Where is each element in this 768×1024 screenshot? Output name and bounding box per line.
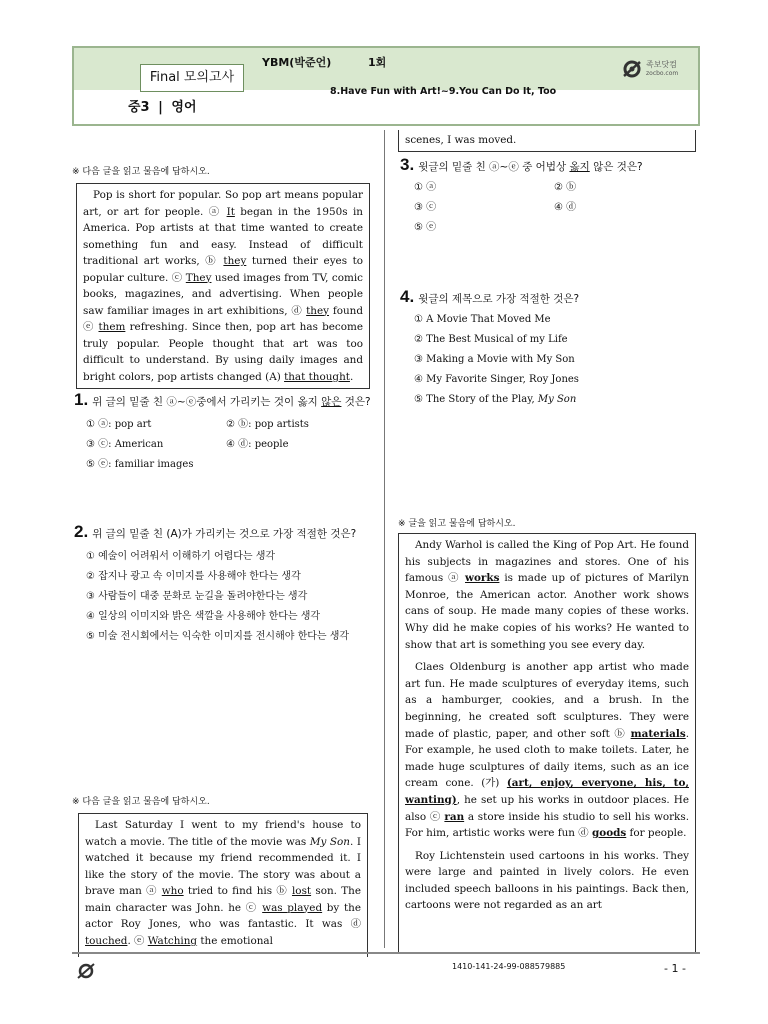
question-3: 3. 윗글의 밑줄 친 ⓐ~ⓔ 중 어법상 옳지 않은 것은? ① ⓐ ② ⓑ ③ ⓒ ④ ⓓ ⑤ ⓔ [398,156,700,238]
q3-option-5[interactable]: ⑤ ⓔ [414,221,437,233]
footer-divider [72,952,700,954]
q2-option-1[interactable]: ① 예술이 어려워서 이해하기 어렵다는 생각 [86,551,276,562]
question-1: 1. 위 글의 밑줄 친 ⓐ~ⓔ중에서 가리키는 것이 옳지 않은 것은? ① ⓐ: pop art ② ⓑ: pop artists ③ ⓒ: American ④ ⓓ: people ⑤ ⓔ: familiar images [72,391,372,475]
q3-option-3[interactable]: ③ ⓒ [414,201,437,213]
q1-option-5[interactable]: ⑤ ⓔ: familiar images [86,459,194,470]
column-divider [384,130,385,948]
q1-option-4[interactable]: ④ ⓓ: people [226,439,289,450]
q3-option-2[interactable]: ② ⓑ [554,181,577,193]
footer-logo-icon [72,960,102,982]
q4-option-4[interactable]: ④ My Favorite Singer, Roy Jones [414,373,579,385]
document-code: 1410-141-24-99-088579885 [452,962,566,971]
q2-option-5[interactable]: ⑤ 미술 전시회에서는 익숙한 이미지를 전시해야 한다는 생각 [86,631,350,642]
left-column [72,164,372,645]
q4-option-3[interactable]: ③ Making a Movie with My Son [414,353,575,365]
left-column-lower [72,794,372,957]
passage-pop-art: Pop is short for popular. So pop art means popular art, or art for people. ⓐ It began in the 1950s in America. Pop artists at that time wanted to create something fun and easy. Instead of difficult traditional art works, ⓑ they turned their eyes to popular culture. ⓒ They used images from TV, comic books, magazines, and advertising. When people saw familiar images in art exhibitions, ⓓ they found ⓔ them refreshing. Since then, pop art has become truly popular. People thought that art was too difficult to understand. By using daily images and bright colors, pop artists changed (A) that thought. [76,183,370,389]
q2-option-2[interactable]: ② 잡지나 광고 속 이미지를 사용해야 한다는 생각 [86,571,301,582]
passage-movie-continued: scenes, I was moved. [398,130,696,152]
question-4: 4. 윗글의 제목으로 가장 적절한 것은? ① A Movie That Moved Me ② The Best Musical of my Life ③ Making a Movie with My Son ④ My Favorite Singer, Roy Jones ⑤ The Story of the Play, My Son [398,288,700,410]
passage-movie: Last Saturday I went to my friend's house to watch a movie. The title of the movie was My Son. I watched it because my friend recommended it. I like the story of the movie. The story was about a brave man ⓐ who tried to find his ⓑ lost son. The main character was John. he ⓒ was played by the actor Roy Jones, who was fantastic. It was ⓓ touched. ⓔ Watching the emotional [78,813,368,957]
q1-option-3[interactable]: ③ ⓒ: American [86,439,164,450]
grade-subject: 중3 | 영어 [128,100,197,115]
passage-pop-artists: Andy Warhol is called the King of Pop Art. He found his subjects in magazines and stores. One of his famous ⓐ works is made up of pictures of Marilyn Monroe, the American actor. Another work shows cans of soup. He made many copies of these works. Why did he make copies of his works? He wanted to show that art is something you see every day. Claes Oldenburg is another app artist who made art fun. He made sculptures of everyday items, such as a hamburger, cookies, and a brush. In the beginning, he created soft sculptures. They were made of plastic, paper, and other soft ⓑ materials. For example, he used cloth to make toilets. Later, he made huge sculptures of daily items, such as an ice cream cone. (가) (art, enjoy, everyone, his, to, wanting), he set up his works in outdoor places. He also ⓒ ran a store inside his studio to sell his works. For him, artistic works were fun ⓓ goods for people. Roy Lichtenstein used cartoons in his works. They were large and painted in lively colors. He even included speech balloons in his paintings. Back then, cartoons were not regarded as an art [398,533,696,953]
q4-option-1[interactable]: ① A Movie That Moved Me [414,313,551,325]
instruction: ※ 다음 글을 읽고 물음에 답하시오. [72,167,210,177]
q1-option-2[interactable]: ② ⓑ: pop artists [226,419,309,430]
page-number: - 1 - [664,962,686,975]
exam-title: Final 모의고사 [140,64,244,92]
q2-option-3[interactable]: ③ 사람들이 대중 문화로 눈길을 돌려야한다는 생각 [86,591,308,602]
right-column-lower [398,516,700,953]
q4-option-5[interactable]: ⑤ The Story of the Play, My Son [414,393,577,405]
q3-option-1[interactable]: ① ⓐ [414,181,437,193]
right-column [398,130,700,410]
q3-option-4[interactable]: ④ ⓓ [554,201,577,213]
publisher: YBM(박준언) [262,56,332,69]
exam-round: 1회 [368,56,387,69]
question-2: 2. 위 글의 밑줄 친 (A)가 가리키는 것으로 가장 적절한 것은? ① 예술이 어려워서 이해하기 어렵다는 생각 ② 잡지나 광고 속 이미지를 사용해야 한다는 생각 ③ 사람들이 대중 문화로 눈길을 돌려야한다는 생각 ④ 일상의 이미지와 밝은 색깔을 사용해야 한다는 생각 ⑤ 미술 전시회에서는 익숙한 이미지를 전시해야 한다는 생각 [72,523,372,645]
logo-text: 족보닷컴 zocbo.com [646,60,679,77]
q1-option-1[interactable]: ① ⓐ: pop art [86,419,152,430]
instruction: ※ 글을 읽고 물음에 답하시오. [398,519,516,529]
q4-option-2[interactable]: ② The Best Musical of my Life [414,333,568,345]
instruction: ※ 다음 글을 읽고 물음에 답하시오. [72,797,210,807]
unit-range: 8.Have Fun with Art!~9.You Can Do It, Too [330,86,557,97]
q2-option-4[interactable]: ④ 일상의 이미지와 밝은 색깔을 사용해야 한다는 생각 [86,611,321,622]
